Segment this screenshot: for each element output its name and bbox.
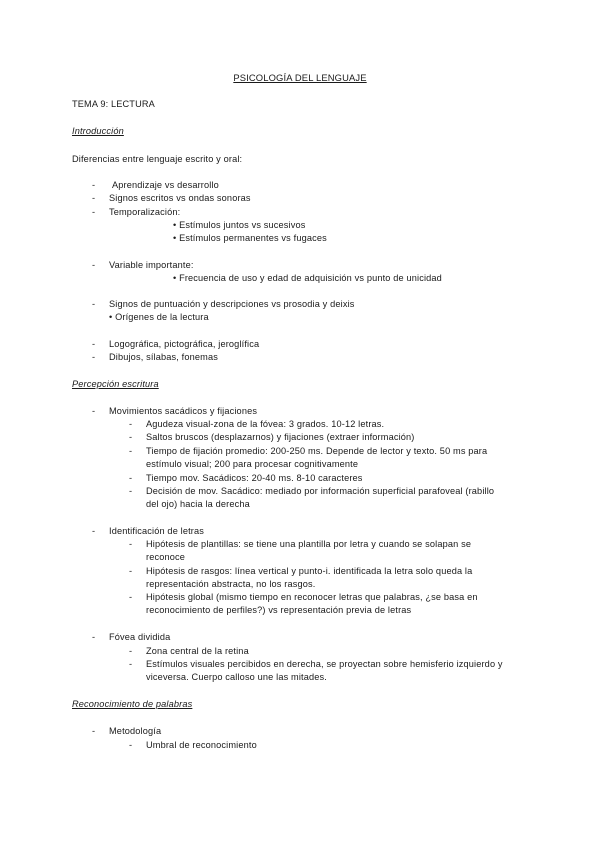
- list-item: Metodología: [109, 726, 162, 736]
- bullet-dash: -: [129, 432, 133, 442]
- list-item: Signos de puntuación y descripciones vs prosodia y deixis: [109, 299, 355, 309]
- list-item: Fóvea dividida: [109, 632, 171, 642]
- list-subitem: Zona central de la retina: [146, 646, 249, 656]
- list-item: Movimientos sacádicos y fijaciones: [109, 406, 258, 416]
- list-subitem: Hipótesis de plantillas: se tiene una plantilla por letra y cuando se solapan se: [146, 539, 472, 549]
- bullet-dash: -: [92, 726, 96, 736]
- list-subitem: • Estímulos juntos vs sucesivos: [173, 220, 306, 230]
- list-item: Logográfica, pictográfica, jeroglífica: [109, 339, 260, 349]
- bullet-dash: -: [92, 352, 96, 362]
- bullet-dash: -: [92, 299, 96, 309]
- bullet-dash: -: [129, 446, 133, 456]
- list-subitem: Saltos bruscos (desplazarnos) y fijaciones (extraer información): [146, 432, 415, 442]
- list-item: Temporalización:: [109, 207, 181, 217]
- list-subitem: Estímulos visuales percibidos en derecha, se proyectan sobre hemisferio izquierdo y: [146, 659, 503, 669]
- list-subitem: • Orígenes de la lectura: [109, 312, 209, 322]
- list-subitem-continuation: del ojo) hacia la derecha: [146, 499, 250, 509]
- bullet-dash: -: [129, 419, 133, 429]
- bullet-dash: -: [129, 646, 133, 656]
- list-subitem-continuation: estímulo visual; 200 para procesar cognitivamente: [146, 459, 359, 469]
- bullet-dash: -: [92, 406, 96, 416]
- bullet-dash: -: [129, 486, 133, 496]
- bullet-dash: -: [129, 566, 133, 576]
- bullet-dash: -: [92, 180, 96, 190]
- bullet-dash: -: [92, 207, 96, 217]
- list-subitem: • Estímulos permanentes vs fugaces: [173, 233, 327, 243]
- list-item: Identificación de letras: [109, 526, 205, 536]
- list-item: Variable importante:: [109, 260, 194, 270]
- document-title: PSICOLOGÍA DEL LENGUAJE: [233, 72, 367, 83]
- list-subitem-continuation: reconoce: [146, 552, 185, 562]
- list-subitem: Tiempo de fijación promedio: 200-250 ms. Depende de lector y texto. 50 ms para: [146, 446, 488, 456]
- topic-heading: TEMA 9: LECTURA: [72, 99, 155, 109]
- list-item: Signos escritos vs ondas sonoras: [109, 193, 251, 203]
- list-item: Dibujos, sílabas, fonemas: [109, 352, 218, 362]
- section-heading-percepcion: Percepción escritura: [72, 379, 159, 389]
- bullet-dash: -: [92, 193, 96, 203]
- list-subitem: Hipótesis global (mismo tiempo en reconocer letras que palabras, ¿se basa en: [146, 592, 478, 602]
- list-subitem: Decisión de mov. Sacádico: mediado por información superficial parafoveal (rabillo: [146, 486, 495, 496]
- bullet-dash: -: [129, 592, 133, 602]
- list-subitem: Tiempo mov. Sacádicos: 20-40 ms. 8-10 caracteres: [146, 473, 363, 483]
- bullet-dash: -: [92, 526, 96, 536]
- list-subitem-continuation: viceversa. Cuerpo calloso une las mitades.: [146, 672, 327, 682]
- section-heading-reconocimiento: Reconocimiento de palabras: [72, 699, 193, 709]
- list-subitem: Agudeza visual-zona de la fóvea: 3 grados. 10-12 letras.: [146, 419, 385, 429]
- list-subitem-continuation: representación abstracta, no los rasgos.: [146, 579, 316, 589]
- list-subitem: • Frecuencia de uso y edad de adquisición vs punto de unicidad: [173, 273, 442, 283]
- bullet-dash: -: [129, 473, 133, 483]
- intro-lead: Diferencias entre lenguaje escrito y oral:: [72, 154, 243, 164]
- list-subitem: Hipótesis de rasgos: línea vertical y punto-i. identificada la letra solo queda la: [146, 566, 473, 576]
- bullet-dash: -: [129, 740, 133, 750]
- bullet-dash: -: [129, 539, 133, 549]
- bullet-dash: -: [92, 339, 96, 349]
- list-subitem: Umbral de reconocimiento: [146, 740, 257, 750]
- bullet-dash: -: [92, 632, 96, 642]
- list-subitem-continuation: reconocimiento de perfiles?) vs representación previa de letras: [146, 605, 412, 615]
- bullet-dash: -: [129, 659, 133, 669]
- list-item: Aprendizaje vs desarrollo: [112, 180, 219, 190]
- bullet-dash: -: [92, 260, 96, 270]
- section-heading-introduccion: Introducción: [72, 126, 124, 136]
